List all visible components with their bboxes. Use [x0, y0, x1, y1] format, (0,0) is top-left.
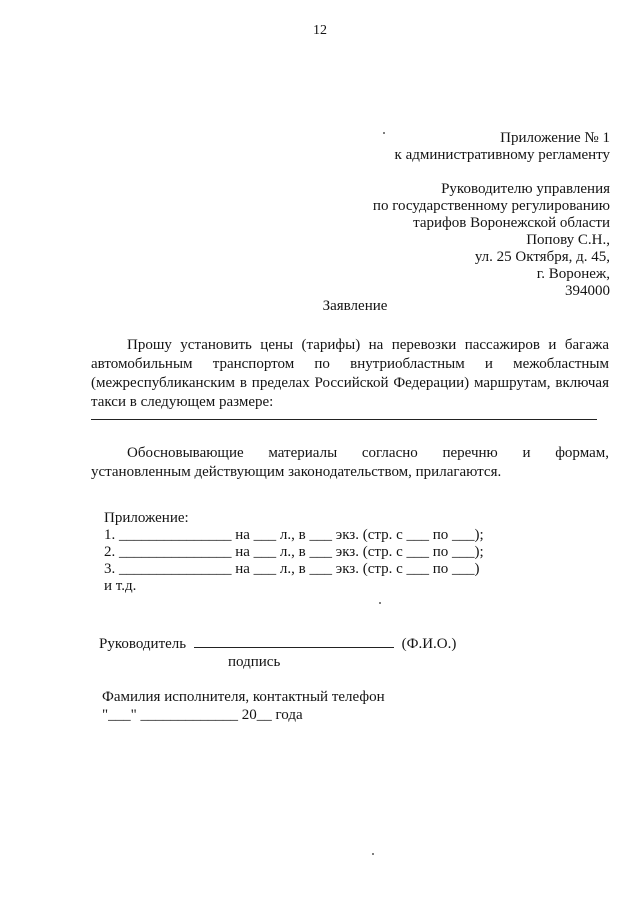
- attachment-item: 2. _______________ на ___ л., в ___ экз. (стр. с ___ по ___);: [104, 544, 484, 560]
- scan-speck: [383, 132, 385, 134]
- paragraph-line: установленным действующим законодательством, прилагаются.: [91, 464, 502, 480]
- paragraph-line: Прошу установить цены (тарифы) на перевозки пассажиров и багажа: [127, 337, 609, 353]
- signature-label: Руководитель: [99, 636, 187, 652]
- scan-speck: [372, 853, 374, 855]
- attachment-item: 1. _______________ на ___ л., в ___ экз. (стр. с ___ по ___);: [104, 527, 484, 543]
- paragraph-line: автомобильным транспортом по внутриобластным и межобластным: [91, 356, 609, 372]
- addressee-line: 394000: [565, 283, 610, 299]
- signature-name-hint: (Ф.И.О.): [401, 636, 457, 652]
- paragraph-line: Обосновывающие материалы согласно перечню и формам,: [127, 445, 609, 461]
- attachments-heading: Приложение:: [104, 510, 189, 526]
- scan-speck: [379, 602, 381, 604]
- addressee-block: [373, 130, 610, 300]
- signature-field[interactable]: [194, 635, 394, 648]
- addressee-line: г. Воронеж,: [536, 266, 610, 282]
- addressee-line: тарифов Воронежской области: [413, 215, 610, 231]
- addressee-line: Попову С.Н.,: [526, 232, 610, 248]
- attachments-block: [104, 510, 484, 595]
- request-paragraph: [91, 336, 609, 412]
- attachments-etc: и т.д.: [104, 578, 137, 594]
- addressee-line: ул. 25 Октября, д. 45,: [474, 249, 610, 265]
- tariff-fill-line[interactable]: [91, 419, 597, 420]
- paragraph-line: (межреспубликанским в пределах Российской Федерации) маршрутам, включая: [91, 375, 609, 391]
- addressee-line: по государственному регулированию: [372, 198, 610, 214]
- date-line: "___" _____________ 20__ года: [102, 707, 303, 723]
- attachment-item: 3. _______________ на ___ л., в ___ экз. (стр. с ___ по ___): [104, 561, 480, 577]
- paragraph-line: такси в следующем размере:: [91, 394, 274, 410]
- addressee-line: Руководителю управления: [441, 181, 610, 197]
- page-number: 12: [313, 23, 327, 38]
- signature-caption: подпись: [228, 654, 281, 670]
- appendix-title: Приложение № 1: [500, 130, 610, 146]
- materials-paragraph: [91, 444, 609, 482]
- document-title: Заявление: [322, 298, 388, 314]
- signature-row: [99, 635, 456, 653]
- executor-contacts: Фамилия исполнителя, контактный телефон: [102, 689, 385, 705]
- appendix-reference: к административному регламенту: [394, 147, 610, 163]
